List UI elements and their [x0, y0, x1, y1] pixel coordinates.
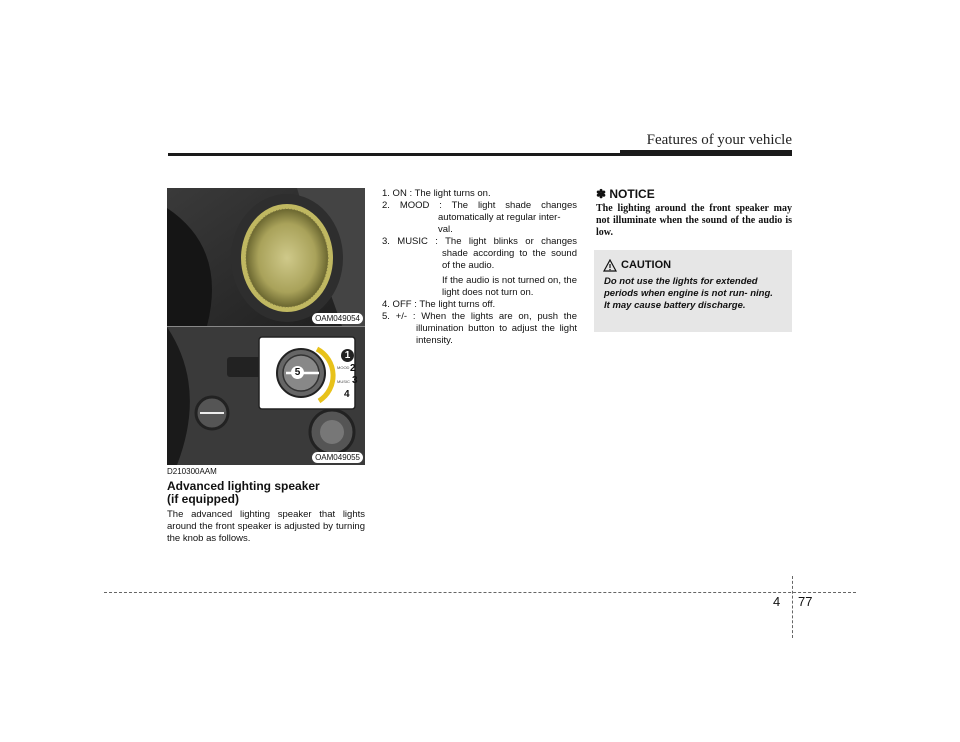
callout-4: 4 [344, 389, 350, 400]
section-body: The advanced lighting speaker that lights around the front speaker is adjusted by turning the knob as follows. [167, 509, 365, 544]
list-item-text: When the lights are on, push the [421, 311, 577, 322]
list-item-lead: 1. ON : [382, 188, 413, 199]
caution-line-2: It may cause battery discharge. [604, 300, 746, 311]
notice-text: The lighting around the front speaker may not illuminate when the sound of the audio is low. [596, 203, 792, 238]
knob-illustration [167, 327, 365, 465]
footer-rule [104, 592, 856, 593]
section-title-line2: (if equipped) [167, 492, 239, 506]
page-number: 77 [798, 594, 813, 609]
list-item-mood [382, 200, 577, 236]
list-item-lead: 3. MUSIC : [382, 236, 438, 247]
section-code: D210300AAM [167, 467, 217, 476]
speaker-photo [167, 188, 365, 326]
list-item-text: The light turns on. [414, 188, 491, 199]
callout-5: 5 [291, 366, 304, 379]
notice-title: ✽ NOTICE [596, 187, 655, 201]
list-item-text: The light shade changes [451, 200, 577, 211]
callout-1: 1 [341, 349, 354, 362]
caution-line-1: Do not use the lights for extended periods when engine is not run- ning. [604, 276, 773, 299]
section-title [167, 480, 367, 506]
warning-triangle-icon [603, 259, 617, 272]
list-item-off [382, 299, 577, 311]
running-header: Features of your vehicle [646, 132, 792, 148]
callout-3: 3 [352, 375, 358, 386]
list-item-music [382, 236, 577, 299]
list-item-continuation: automatically at regular inter- val. [438, 212, 561, 235]
footer-divider [792, 576, 793, 638]
list-item-continuation: shade according to the sound of the audio. [442, 248, 577, 271]
figure-label-top: OAM049054 [312, 313, 363, 324]
caution-box [594, 250, 792, 332]
list-item-lead: 5. +/- : [382, 311, 416, 322]
header-tab-bar [620, 150, 792, 156]
list-item-plus-minus [382, 311, 577, 347]
knob-position-list [382, 188, 577, 347]
caution-text [604, 276, 784, 312]
knob-label-music: MUSIC [337, 379, 350, 384]
list-item-lead: 2. MOOD : [382, 200, 442, 211]
chapter-number: 4 [773, 594, 781, 609]
list-item-text: The light turns off. [419, 299, 496, 310]
list-item-lead: 4. OFF : [382, 299, 417, 310]
callout-2: 2 [350, 363, 356, 374]
caution-title: CAUTION [621, 259, 672, 271]
list-item-text: The light blinks or changes [445, 236, 578, 247]
knob-photo [167, 326, 365, 465]
list-item-continuation: illumination button to adjust the light intensity. [416, 323, 577, 346]
section-title-line1: Advanced lighting speaker [167, 479, 320, 493]
speaker-illustration [167, 188, 365, 326]
list-item-continuation-2: If the audio is not turned on, the light does not turn on. [442, 275, 577, 298]
list-item-on [382, 188, 577, 200]
knob-label-mood: MOOD [337, 365, 350, 370]
figure-label-bottom: OAM049055 [312, 452, 363, 463]
